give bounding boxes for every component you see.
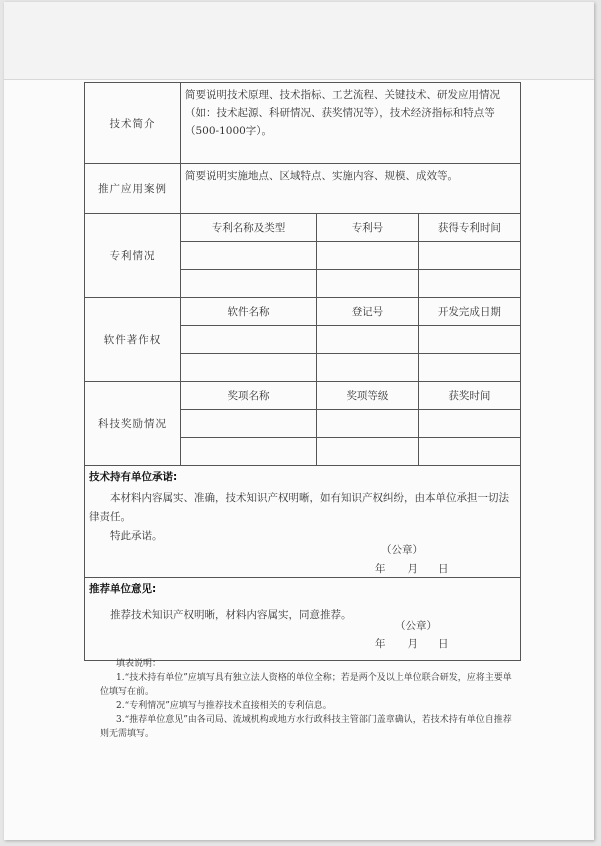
- software-cell[interactable]: [317, 326, 419, 354]
- software-subtable-cell: [181, 298, 521, 382]
- patent-subtable-cell: [181, 214, 521, 298]
- blank-header-area: [4, 2, 594, 79]
- commitment-title: 技术持有单位承诺:: [89, 471, 178, 483]
- notes-title: 填表说明：: [116, 659, 162, 669]
- recommendation-seal: （公章）: [395, 620, 437, 632]
- commitment-date: [375, 561, 455, 576]
- commitment-body: 本材料内容属实、准确，技术知识产权明晰，如有知识产权纠纷，由本单位承担一切法律责任。: [89, 492, 509, 523]
- recommendation-body: 推荐技术知识产权明晰，材料内容属实，同意推荐。: [110, 609, 352, 621]
- software-header-reg: 登记号: [317, 298, 419, 326]
- patent-subtable: [181, 214, 520, 297]
- award-header-level: 奖项等级: [317, 382, 419, 410]
- award-subtable-cell: [181, 382, 521, 466]
- software-cell[interactable]: [181, 354, 317, 382]
- software-cell[interactable]: [317, 354, 419, 382]
- award-cell[interactable]: [418, 410, 520, 438]
- patent-header-name: 专利名称及类型: [181, 214, 317, 242]
- patent-cell[interactable]: [317, 242, 419, 270]
- award-subtable: [181, 382, 520, 465]
- note-item: 3.“推荐单位意见”由各司局、流域机构或地方水行政科技主管部门盖章确认，若技术持有单位自推荐则无需填写。: [100, 715, 512, 739]
- award-header-name: 奖项名称: [181, 382, 317, 410]
- tech-intro-field[interactable]: 简要说明技术原理、技术指标、工艺流程、关键技术、研发应用情况（如：技术起源、科研情况、获奖情况等），技术经济指标和特点等（500-1000字）。: [181, 83, 521, 164]
- page-edge-line: [4, 79, 594, 80]
- software-header-date: 开发完成日期: [418, 298, 520, 326]
- patent-header-date: 获得专利时间: [418, 214, 520, 242]
- patent-cell[interactable]: [418, 270, 520, 298]
- application-case-field[interactable]: 简要说明实施地点、区域特点、实施内容、规模、成效等。: [181, 164, 521, 214]
- award-cell[interactable]: [317, 410, 419, 438]
- note-item: 2.“专利情况”应填写与推荐技术直接相关的专利信息。: [116, 701, 332, 711]
- recommendation-date: [375, 636, 455, 651]
- label-patent: 专利情况: [85, 214, 181, 298]
- row-software: [85, 298, 521, 382]
- row-patent: [85, 214, 521, 298]
- label-tech-intro: 技术简介: [85, 83, 181, 164]
- award-header-date: 获奖时间: [418, 382, 520, 410]
- software-header-name: 软件名称: [181, 298, 317, 326]
- row-tech-intro: [85, 83, 521, 164]
- commitment-closing: 特此承诺。: [110, 530, 163, 542]
- award-cell[interactable]: [181, 410, 317, 438]
- row-award: [85, 382, 521, 466]
- software-cell[interactable]: [181, 326, 317, 354]
- patent-header-number: 专利号: [317, 214, 419, 242]
- label-award: 科技奖励情况: [85, 382, 181, 466]
- recommendation-month: 月: [407, 638, 418, 650]
- recommendation-year: 年: [375, 638, 386, 650]
- commitment-section[interactable]: [85, 466, 521, 578]
- patent-cell[interactable]: [317, 270, 419, 298]
- software-cell[interactable]: [418, 354, 520, 382]
- label-software: 软件著作权: [85, 298, 181, 382]
- note-item: 1.“技术持有单位”应填写具有独立法人资格的单位全称；若是两个及以上单位联合研发，应将主要单位填写在前。: [100, 673, 512, 697]
- commitment-month: 月: [407, 563, 418, 575]
- row-application-case: [85, 164, 521, 214]
- patent-cell[interactable]: [181, 242, 317, 270]
- award-cell[interactable]: [418, 438, 520, 466]
- software-cell[interactable]: [418, 326, 520, 354]
- patent-cell[interactable]: [418, 242, 520, 270]
- row-recommendation: [85, 578, 521, 661]
- commitment-day: 日: [438, 563, 449, 575]
- recommendation-section[interactable]: [85, 578, 521, 661]
- commitment-seal: （公章）: [381, 544, 423, 556]
- award-cell[interactable]: [181, 438, 317, 466]
- document-page: [4, 2, 594, 840]
- software-subtable: [181, 298, 520, 381]
- patent-cell[interactable]: [181, 270, 317, 298]
- recommendation-day: 日: [438, 638, 449, 650]
- form-table: [84, 82, 521, 661]
- row-commitment: [85, 466, 521, 578]
- form-notes: [100, 657, 518, 741]
- recommendation-title: 推荐单位意见:: [89, 583, 157, 595]
- label-application-case: 推广应用案例: [85, 164, 181, 214]
- commitment-year: 年: [375, 563, 386, 575]
- award-cell[interactable]: [317, 438, 419, 466]
